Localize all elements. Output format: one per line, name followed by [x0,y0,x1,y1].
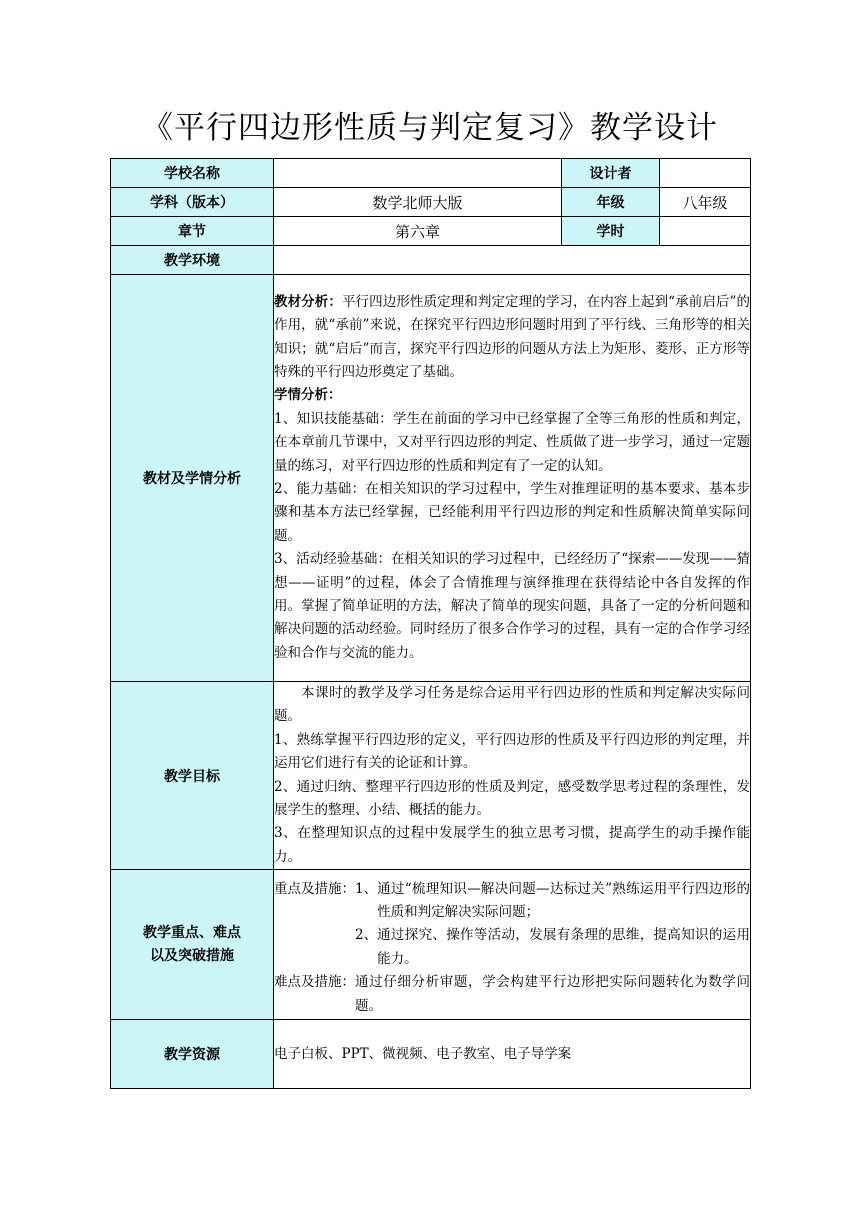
row-key-points [111,870,751,1020]
objective-item: 2、通过归纳、整理平行四边形的性质及判定，感受数学思考过程的条理性，发展学生的整理、小结、概括的能力。 [274,778,750,819]
row-resources [111,1020,751,1089]
analysis-content [274,275,751,682]
key-points-label-line2: 以及突破措施 [150,947,234,964]
key-points-label [111,870,274,1020]
environment-value [274,246,751,275]
focus-section [274,878,750,972]
environment-label: 教学环境 [111,246,274,275]
focus-heading: 重点及措施： [274,880,355,897]
hours-value [660,217,751,246]
chapter-value: 第六章 [274,217,562,246]
focus-item-text: 通过“梳理知识—解决问题—达标过关”熟练运用平行四边形的性质和判定解决实际问题； [377,880,750,920]
key-points-label-line1: 教学重点、难点 [143,924,241,941]
row-subject [111,188,751,217]
analysis-label: 教材及学情分析 [111,275,274,682]
hours-label: 学时 [562,217,660,246]
grade-label: 年级 [562,188,660,217]
textbook-analysis [274,291,750,385]
objectives-intro: 本课时的教学及学习任务是综合运用平行四边形的性质和判定解决实际问题。 [274,685,750,725]
textbook-analysis-text: 平行四边形性质定理和判定定理的学习，在内容上起到“承前启后”的作用，就“承前”来说，在探究平行四边形问题时用到了平行线、三角形等的相关知识；就“启后”而言，探究平行四边形的问题从方法上为矩形、菱形、正方形等特殊的平行四边形奠定了基础。 [274,293,751,380]
focus-item-number: 1、 [355,880,378,897]
focus-item-number: 2、 [355,927,378,944]
school-name-value [274,159,562,188]
objectives-content [274,682,751,870]
focus-items [355,878,750,972]
student-analysis-point: 1、知识技能基础：学生在前面的学习中已经掌握了全等三角形的性质和判定，在本章前几节课中，又对平行四边形的判定、性质做了进一步学习，通过一定题量的练习，对平行四边形的性质和判定有了一定的认知。 [274,410,750,474]
key-points-content [274,870,751,1020]
objectives-label: 教学目标 [111,682,274,870]
difficulty-heading: 难点及措施： [274,974,355,991]
student-analysis-point: 2、能力基础：在相关知识的学习过程中，学生对推理证明的基本要求、基本步骤和基本方法已经掌握，已经能利用平行四边形的判定和性质解决简单实际问题。 [274,481,750,544]
subject-label: 学科（版本） [111,188,274,217]
resources-value: 电子白板、PPT、微视频、电子教室、电子导学案 [274,1020,751,1089]
row-environment [111,246,751,275]
difficulty-section [274,971,750,1018]
focus-item [355,878,750,925]
row-school [111,159,751,188]
document-title: 《平行四边形性质与判定复习》教学设计 [142,110,718,146]
row-chapter [111,217,751,246]
focus-item [355,924,750,971]
resources-label: 教学资源 [111,1020,274,1089]
student-analysis-point: 3、活动经验基础：在相关知识的学习过程中，已经经历了“探索——发现——猜想——证明”的过程，体会了合情推理与演绎推理在获得结论中各自发挥的作用。掌握了简单证明的方法，解决了简单的现实问题，具备了一定的分析问题和解决问题的活动经验。同时经历了很多合作学习的过程，具有一定的合作学习经验和合作与交流的能力。 [274,551,750,661]
difficulty-text: 通过仔细分析审题，学会构建平行边形把实际问题转化为数学问题。 [355,974,750,1014]
row-objectives [111,682,751,870]
chapter-label: 章节 [111,217,274,246]
objective-item: 3、在整理知识点的过程中发展学生的独立思考习惯，提高学生的动手操作能力。 [274,825,750,865]
lesson-plan-table [110,158,751,1089]
student-analysis-heading: 学情分析： [274,387,342,404]
row-analysis [111,275,751,682]
textbook-analysis-heading: 教材分析： [274,293,342,310]
designer-label: 设计者 [562,159,660,188]
grade-value: 八年级 [660,188,751,217]
focus-item-text: 通过探究、操作等活动，发展有条理的思维，提高知识的运用能力。 [377,927,750,967]
objective-item: 1、熟练掌握平行四边形的定义，平行四边形的性质及平行四边形的判定理，并运用它们进行有关的论证和计算。 [274,731,750,772]
designer-value [660,159,751,188]
school-name-label: 学校名称 [111,159,274,188]
subject-value: 数学北师大版 [274,188,562,217]
